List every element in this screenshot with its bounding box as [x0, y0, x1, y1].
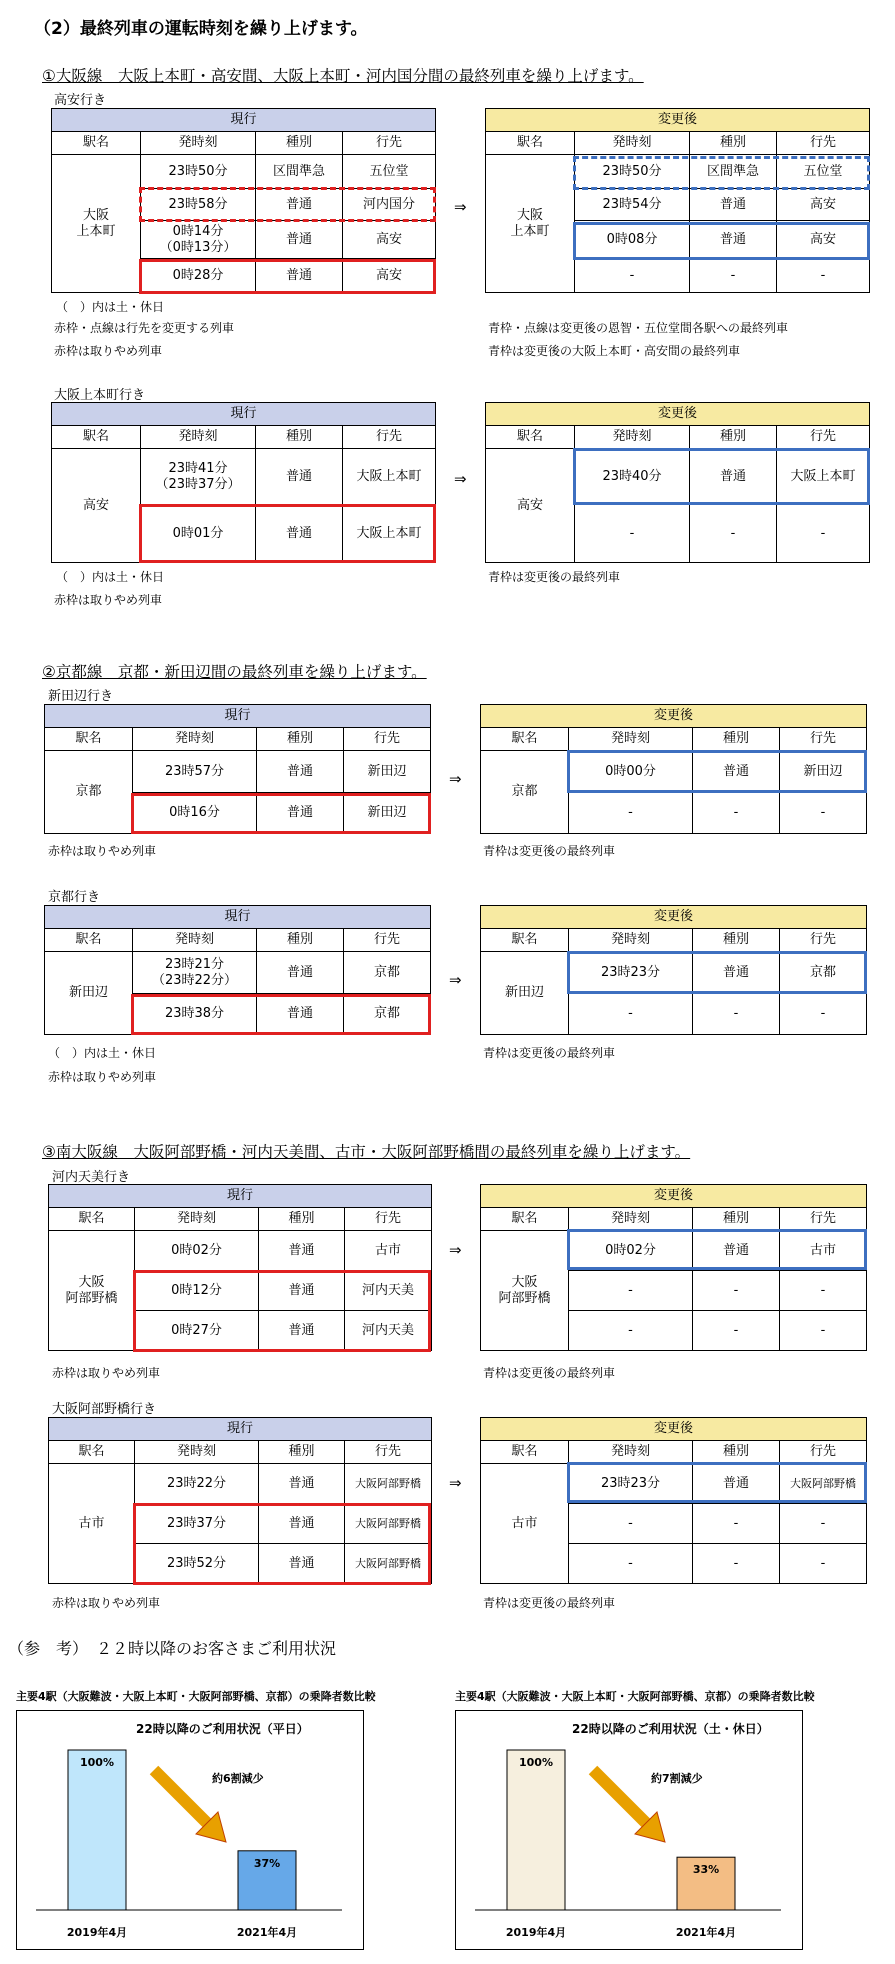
type-cell: - [693, 793, 780, 834]
time-cell: 23時57分 [133, 751, 257, 793]
col-type: 種別 [256, 426, 343, 449]
type-cell: - [693, 1311, 780, 1351]
col-type: 種別 [690, 132, 777, 155]
col-dest: 行先 [777, 426, 870, 449]
arrow-icon: ⇒ [449, 770, 462, 788]
direction-label: 大阪阿部野橋行き [52, 1402, 157, 1417]
time-cell: 23時21分 （23時22分） [133, 952, 257, 994]
col-dest: 行先 [344, 929, 431, 952]
time-cell: - [569, 1544, 693, 1584]
type-cell: 普通 [690, 189, 777, 221]
chart-subtitle: 22時以降のご利用状況（平日） [136, 1722, 309, 1736]
direction-label: 高安行き [54, 93, 107, 108]
dest-cell: 五位堂 [777, 155, 870, 189]
col-dest: 行先 [345, 1441, 432, 1464]
col-time: 発時刻 [133, 929, 257, 952]
chart-title: 主要4駅（大阪難波・大阪上本町・大阪阿部野橋、京都）の乗降者数比較 [16, 1690, 376, 1703]
current-timetable [44, 704, 431, 834]
type-cell: 普通 [256, 449, 343, 505]
dest-cell: - [780, 793, 867, 834]
type-cell: 普通 [693, 751, 780, 793]
note: 赤枠は取りやめ列車 [52, 1596, 161, 1610]
note: 赤枠は取りやめ列車 [54, 344, 163, 358]
dest-cell: - [780, 1311, 867, 1351]
time-cell: 0時14分 （0時13分） [141, 221, 256, 259]
changed-header: 変更後 [481, 1418, 867, 1441]
changed-header: 変更後 [481, 705, 867, 728]
time-cell: 23時54分 [575, 189, 690, 221]
time-cell: 23時23分 [569, 1464, 693, 1504]
dest-cell: - [780, 1504, 867, 1544]
type-cell: 普通 [256, 505, 343, 563]
station-cell: 大阪 上本町 [52, 155, 141, 293]
type-cell: 普通 [693, 1231, 780, 1271]
col-type: 種別 [259, 1441, 345, 1464]
col-time: 発時刻 [141, 426, 256, 449]
station-cell: 大阪 阿部野橋 [481, 1231, 569, 1351]
time-cell: 23時37分 [135, 1504, 259, 1544]
current-timetable [48, 1417, 432, 1584]
col-station: 駅名 [481, 1441, 569, 1464]
bar-value-label: 33% [692, 1863, 720, 1877]
bar-value-label: 37% [253, 1856, 281, 1870]
dest-cell: 大阪阿部野橋 [780, 1464, 867, 1504]
station-cell: 新田辺 [481, 952, 569, 1035]
current-timetable [48, 1184, 432, 1351]
col-type: 種別 [693, 728, 780, 751]
dest-cell: 高安 [343, 259, 436, 293]
dest-cell: 大阪上本町 [343, 449, 436, 505]
chart-canvas [455, 1710, 801, 1948]
dest-cell: 京都 [780, 952, 867, 994]
note: 青枠は変更後の最終列車 [483, 844, 616, 858]
col-time: 発時刻 [575, 132, 690, 155]
col-time: 発時刻 [133, 728, 257, 751]
col-station: 駅名 [49, 1208, 135, 1231]
changed-header: 変更後 [481, 906, 867, 929]
dest-cell: - [780, 1271, 867, 1311]
direction-label: 京都行き [48, 890, 101, 905]
note: 赤枠は取りやめ列車 [48, 844, 157, 858]
dest-cell: - [777, 259, 870, 293]
dest-cell: 新田辺 [780, 751, 867, 793]
dest-cell: 高安 [777, 189, 870, 221]
note: 赤枠・点線は行先を変更する列車 [54, 321, 235, 335]
time-cell: 23時52分 [135, 1544, 259, 1584]
chart-canvas [16, 1710, 362, 1948]
arrow-icon: ⇒ [454, 470, 467, 488]
dest-cell: 大阪上本町 [343, 505, 436, 563]
col-station: 駅名 [486, 132, 575, 155]
type-cell: - [693, 994, 780, 1035]
dest-cell: - [780, 1544, 867, 1584]
decrease-arrow-icon [593, 1770, 649, 1826]
station-cell: 京都 [45, 751, 133, 834]
col-type: 種別 [257, 728, 344, 751]
changed-timetable [480, 704, 867, 834]
note: （ ）内は土・休日 [48, 1046, 157, 1060]
col-station: 駅名 [45, 728, 133, 751]
station-cell: 大阪 上本町 [486, 155, 575, 293]
col-dest: 行先 [780, 929, 867, 952]
dest-cell: 京都 [344, 952, 431, 994]
col-dest: 行先 [344, 728, 431, 751]
changed-timetable [480, 1417, 867, 1584]
reference-heading: （参 考） ２２時以降のお客さまご利用状況 [8, 1639, 337, 1658]
changed-header: 変更後 [486, 109, 870, 132]
col-dest: 行先 [343, 132, 436, 155]
changed-timetable [480, 1184, 867, 1351]
bar [68, 1750, 126, 1910]
bar [507, 1750, 565, 1910]
time-cell: 23時23分 [569, 952, 693, 994]
changed-timetable [485, 402, 870, 563]
col-station: 駅名 [481, 1208, 569, 1231]
dest-cell: 河内天美 [345, 1311, 432, 1351]
col-dest: 行先 [343, 426, 436, 449]
time-cell: - [569, 793, 693, 834]
station-cell: 高安 [486, 449, 575, 563]
col-time: 発時刻 [569, 1208, 693, 1231]
type-cell: 普通 [259, 1271, 345, 1311]
col-dest: 行先 [780, 728, 867, 751]
current-header: 現行 [49, 1185, 432, 1208]
type-cell: 普通 [259, 1544, 345, 1584]
time-cell: 0時12分 [135, 1271, 259, 1311]
current-header: 現行 [52, 109, 436, 132]
type-cell: - [693, 1504, 780, 1544]
type-cell: 普通 [259, 1504, 345, 1544]
dest-cell: 五位堂 [343, 155, 436, 189]
section-title-kyoto-line: ②京都線 京都・新田辺間の最終列車を繰り上げます。 [42, 663, 427, 681]
type-cell: 区間準急 [690, 155, 777, 189]
dest-cell: 古市 [345, 1231, 432, 1271]
col-dest: 行先 [780, 1208, 867, 1231]
time-cell: - [575, 505, 690, 563]
col-time: 発時刻 [569, 929, 693, 952]
type-cell: 普通 [256, 259, 343, 293]
time-cell: 23時22分 [135, 1464, 259, 1504]
arrow-icon: ⇒ [454, 198, 467, 216]
station-cell: 新田辺 [45, 952, 133, 1035]
type-cell: 普通 [690, 221, 777, 259]
type-cell: 普通 [257, 952, 344, 994]
station-cell: 大阪 阿部野橋 [49, 1231, 135, 1351]
col-station: 駅名 [49, 1441, 135, 1464]
time-cell: 23時58分 [141, 189, 256, 221]
type-cell: 普通 [257, 994, 344, 1035]
time-cell: 23時40分 [575, 449, 690, 505]
dest-cell: 大阪阿部野橋 [345, 1504, 432, 1544]
type-cell: 普通 [259, 1311, 345, 1351]
col-station: 駅名 [52, 132, 141, 155]
type-cell: 普通 [693, 952, 780, 994]
dest-cell: 大阪上本町 [777, 449, 870, 505]
dest-cell: 高安 [343, 221, 436, 259]
col-time: 発時刻 [135, 1208, 259, 1231]
section-title-minami-osaka-line: ③南大阪線 大阪阿部野橋・河内天美間、古市・大阪阿部野橋間の最終列車を繰り上げます。 [42, 1143, 691, 1161]
type-cell: - [690, 505, 777, 563]
col-station: 駅名 [481, 929, 569, 952]
dest-cell: 新田辺 [344, 793, 431, 834]
type-cell: 普通 [259, 1464, 345, 1504]
chart-title: 主要4駅（大阪難波・大阪上本町・大阪阿部野橋、京都）の乗降者数比較 [455, 1690, 815, 1703]
time-cell: 23時41分 （23時37分） [141, 449, 256, 505]
col-type: 種別 [257, 929, 344, 952]
col-type: 種別 [693, 929, 780, 952]
type-cell: 普通 [259, 1231, 345, 1271]
note: 青枠・点線は変更後の恩智・五位堂間各駅への最終列車 [488, 321, 789, 335]
time-cell: 23時50分 [575, 155, 690, 189]
decrease-annotation: 約7割減少 [651, 1772, 703, 1785]
arrow-icon: ⇒ [449, 1241, 462, 1259]
type-cell: 普通 [256, 189, 343, 221]
arrow-icon: ⇒ [449, 1474, 462, 1492]
note: 赤枠は取りやめ列車 [48, 1070, 157, 1084]
station-cell: 古市 [481, 1464, 569, 1584]
decrease-annotation: 約6割減少 [212, 1772, 264, 1785]
type-cell: - [690, 259, 777, 293]
dest-cell: 大阪阿部野橋 [345, 1464, 432, 1504]
note: （ ）内は土・休日 [56, 570, 165, 584]
col-type: 種別 [256, 132, 343, 155]
type-cell: 普通 [690, 449, 777, 505]
station-cell: 古市 [49, 1464, 135, 1584]
col-type: 種別 [693, 1208, 780, 1231]
time-cell: 0時08分 [575, 221, 690, 259]
col-station: 駅名 [52, 426, 141, 449]
col-time: 発時刻 [569, 728, 693, 751]
dest-cell: 河内国分 [343, 189, 436, 221]
col-dest: 行先 [780, 1441, 867, 1464]
note: （ ）内は土・休日 [56, 300, 165, 314]
type-cell: 普通 [257, 793, 344, 834]
dest-cell: 河内天美 [345, 1271, 432, 1311]
bar-value-label: 100% [519, 1756, 553, 1769]
col-time: 発時刻 [569, 1441, 693, 1464]
col-type: 種別 [693, 1441, 780, 1464]
bar-value-label: 100% [80, 1756, 114, 1769]
time-cell: 0時16分 [133, 793, 257, 834]
time-cell: 0時28分 [141, 259, 256, 293]
note: 青枠は変更後の最終列車 [483, 1366, 616, 1380]
changed-timetable [480, 905, 867, 1035]
time-cell: - [569, 1504, 693, 1544]
changed-timetable [485, 108, 870, 293]
category-label: 2019年4月 [505, 1926, 567, 1939]
time-cell: - [569, 1271, 693, 1311]
type-cell: 普通 [693, 1464, 780, 1504]
current-header: 現行 [45, 906, 431, 929]
category-label: 2021年4月 [675, 1926, 737, 1939]
current-timetable [44, 905, 431, 1035]
time-cell: 0時00分 [569, 751, 693, 793]
time-cell: 0時02分 [135, 1231, 259, 1271]
dest-cell: - [777, 505, 870, 563]
type-cell: - [693, 1544, 780, 1584]
col-time: 発時刻 [135, 1441, 259, 1464]
col-dest: 行先 [345, 1208, 432, 1231]
station-cell: 高安 [52, 449, 141, 563]
col-station: 駅名 [481, 728, 569, 751]
col-type: 種別 [690, 426, 777, 449]
dest-cell: - [780, 994, 867, 1035]
direction-label: 新田辺行き [48, 689, 114, 704]
note: 青枠は変更後の最終列車 [488, 570, 621, 584]
type-cell: 区間準急 [256, 155, 343, 189]
time-cell: 23時50分 [141, 155, 256, 189]
current-header: 現行 [45, 705, 431, 728]
time-cell: - [569, 1311, 693, 1351]
dest-cell: 高安 [777, 221, 870, 259]
chart-subtitle: 22時以降のご利用状況（土・休日） [572, 1722, 769, 1736]
type-cell: 普通 [257, 751, 344, 793]
current-timetable [51, 402, 436, 563]
changed-header: 変更後 [481, 1185, 867, 1208]
col-time: 発時刻 [141, 132, 256, 155]
time-cell: 0時01分 [141, 505, 256, 563]
changed-header: 変更後 [486, 403, 870, 426]
note: 青枠は変更後の最終列車 [483, 1046, 616, 1060]
col-type: 種別 [259, 1208, 345, 1231]
section-title-osaka-line: ①大阪線 大阪上本町・高安間、大阪上本町・河内国分間の最終列車を繰り上げます。 [42, 67, 644, 85]
col-station: 駅名 [486, 426, 575, 449]
time-cell: 0時02分 [569, 1231, 693, 1271]
note: 赤枠は取りやめ列車 [54, 593, 163, 607]
type-cell: - [693, 1271, 780, 1311]
col-dest: 行先 [777, 132, 870, 155]
page-heading: （2）最終列車の運転時刻を繰り上げます。 [34, 19, 368, 39]
time-cell: 0時27分 [135, 1311, 259, 1351]
category-label: 2019年4月 [66, 1926, 128, 1939]
arrow-icon: ⇒ [449, 971, 462, 989]
current-timetable [51, 108, 436, 293]
type-cell: 普通 [256, 221, 343, 259]
note: 赤枠は取りやめ列車 [52, 1366, 161, 1380]
direction-label: 大阪上本町行き [54, 388, 146, 403]
decrease-arrow-icon [154, 1770, 210, 1826]
current-header: 現行 [49, 1418, 432, 1441]
category-label: 2021年4月 [236, 1926, 298, 1939]
direction-label: 河内天美行き [52, 1170, 131, 1185]
current-header: 現行 [52, 403, 436, 426]
col-time: 発時刻 [575, 426, 690, 449]
time-cell: 23時38分 [133, 994, 257, 1035]
station-cell: 京都 [481, 751, 569, 834]
note: 青枠は変更後の最終列車 [483, 1596, 616, 1610]
dest-cell: 新田辺 [344, 751, 431, 793]
time-cell: - [569, 994, 693, 1035]
dest-cell: 大阪阿部野橋 [345, 1544, 432, 1584]
time-cell: - [575, 259, 690, 293]
dest-cell: 古市 [780, 1231, 867, 1271]
col-station: 駅名 [45, 929, 133, 952]
note: 青枠は変更後の大阪上本町・高安間の最終列車 [488, 344, 741, 358]
dest-cell: 京都 [344, 994, 431, 1035]
